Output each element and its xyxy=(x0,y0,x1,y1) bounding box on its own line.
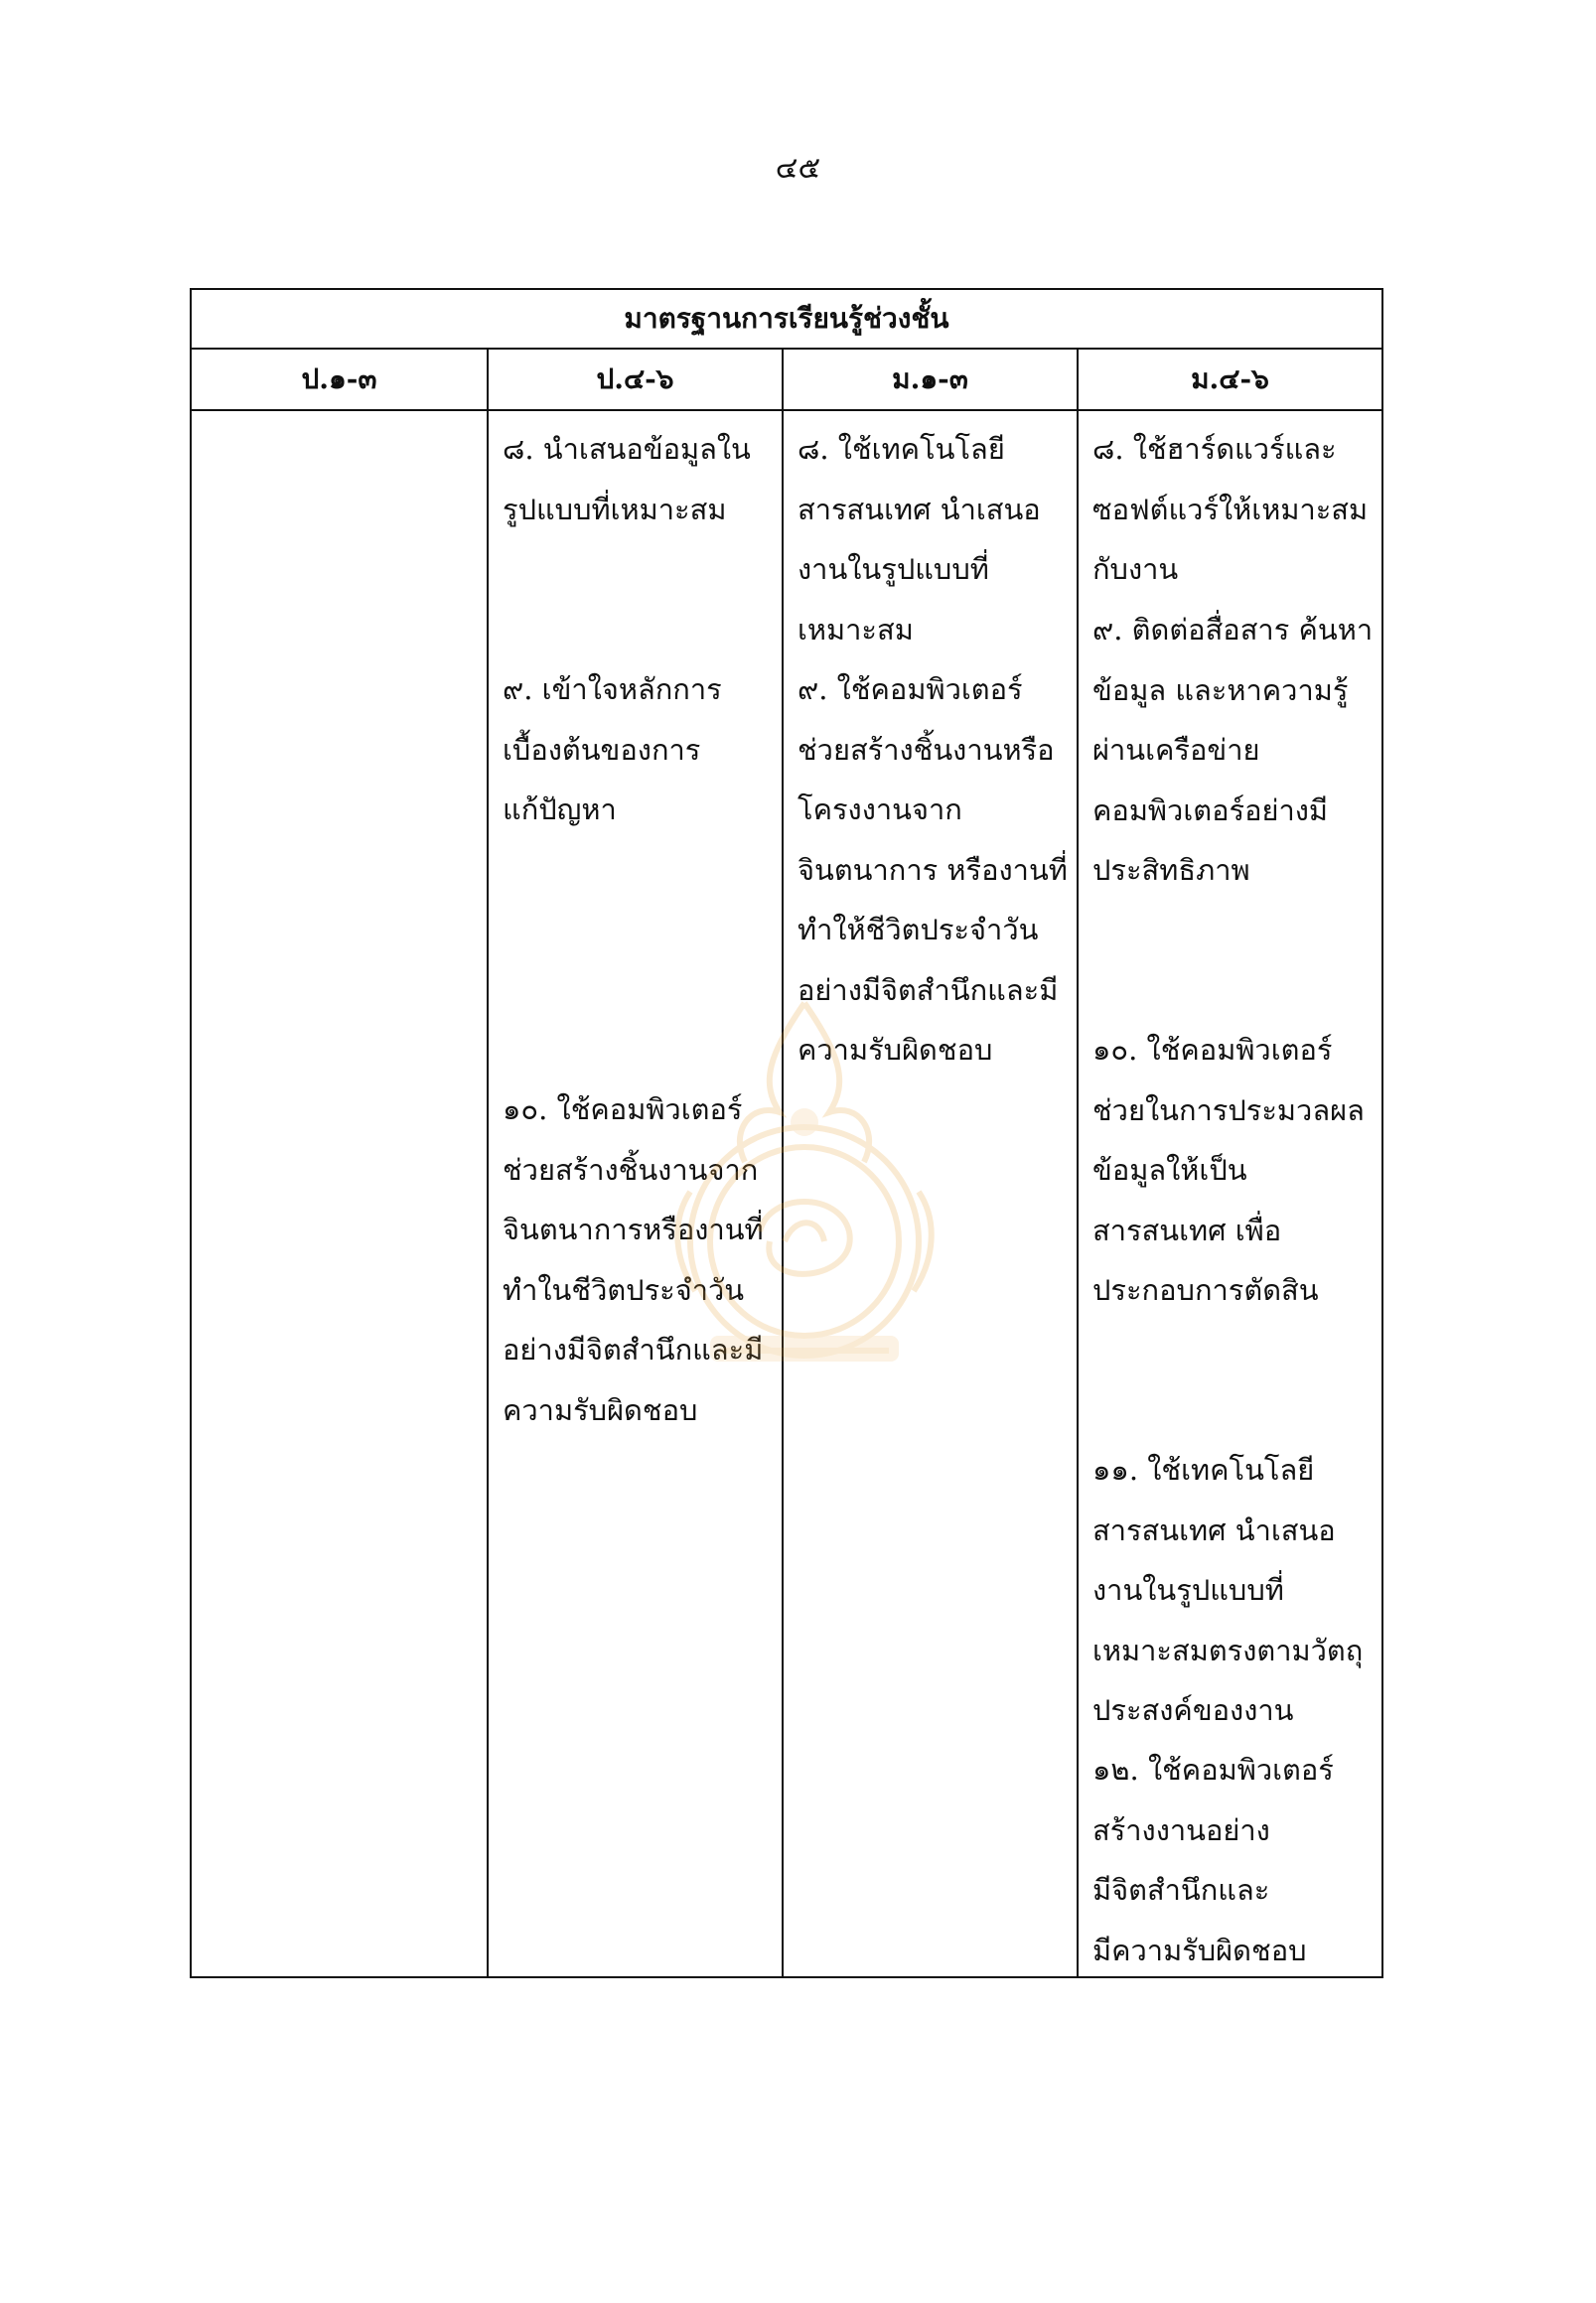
standard-line: กับงาน xyxy=(1092,552,1179,586)
standard-line: รูปแบบที่เหมาะสม xyxy=(503,492,727,526)
standard-item xyxy=(1092,1440,1376,1741)
standard-item xyxy=(1092,600,1376,901)
standard-item xyxy=(1092,419,1376,600)
standard-line: ๘. ใช้ฮาร์ดแวร์และ xyxy=(1092,432,1337,466)
standard-line: ๑๒. ใช้คอมพิวเตอร์ xyxy=(1092,1753,1334,1787)
standard-line: ผ่านเครือข่าย xyxy=(1092,733,1260,767)
column-p1-3 xyxy=(192,411,487,1976)
standard-line: ๑๐. ใช้คอมพิวเตอร์ xyxy=(503,1092,743,1126)
standard-line: เหมาะสม xyxy=(798,612,914,647)
standard-item xyxy=(1092,1740,1376,1980)
standard-line: สารสนเทศ นำเสนอ xyxy=(1092,1512,1336,1547)
standard-line: ช่วยในการประมวลผล xyxy=(1092,1092,1365,1127)
standard-line: อย่างมีจิตสำนึกและมี xyxy=(798,972,1059,1007)
standard-line: ๙. ติดต่อสื่อสาร ค้นหา xyxy=(1092,613,1374,647)
table-title: มาตรฐานการเรียนรู้ช่วงชั้น xyxy=(192,290,1381,350)
standard-line: โครงงานจาก xyxy=(798,792,962,826)
header-p1-3: ป.๑-๓ xyxy=(301,362,377,395)
standard-item xyxy=(798,419,1071,659)
standard-line: สารสนเทศ นำเสนอ xyxy=(798,492,1041,526)
standard-line: ประสิทธิภาพ xyxy=(1092,853,1250,887)
standard-line: ความรับผิดชอบ xyxy=(503,1392,698,1427)
standard-line: มีความรับผิดชอบ xyxy=(1092,1933,1307,1967)
standard-item xyxy=(503,419,776,539)
table-header-row xyxy=(192,350,1381,411)
standard-line: ช่วยสร้างชิ้นงานจาก xyxy=(503,1152,759,1187)
header-m1-3: ม.๑-๓ xyxy=(782,350,1077,409)
standard-line: สารสนเทศ เพื่อ xyxy=(1092,1213,1282,1247)
standard-line: ๙. ใช้คอมพิวเตอร์ xyxy=(798,672,1023,706)
standard-line: ๑๐. ใช้คอมพิวเตอร์ xyxy=(1092,1033,1333,1067)
standard-line: ๘. ใช้เทคโนโลยี xyxy=(798,432,1005,466)
standard-line: อย่างมีจิตสำนึกและมี xyxy=(503,1333,764,1367)
standard-line: งานในรูปแบบที่ xyxy=(1092,1573,1284,1607)
standard-line: ประสงค์ของงาน xyxy=(1092,1693,1294,1727)
standard-line: ๙. เข้าใจหลักการ xyxy=(503,672,722,706)
standard-line: เหมาะสมตรงตามวัตถุ xyxy=(1092,1633,1364,1667)
standard-line: แก้ปัญหา xyxy=(503,792,617,826)
standard-line: สร้างงานอย่าง xyxy=(1092,1812,1270,1847)
standard-item xyxy=(503,1080,776,1440)
standard-line: ข้อมูล และหาความรู้ xyxy=(1092,672,1349,707)
column-m4-6 xyxy=(1077,411,1381,1976)
column-m1-3 xyxy=(782,411,1077,1976)
standard-line: ๘. นำเสนอข้อมูลใน xyxy=(503,432,751,466)
page-number: ๔๕ xyxy=(775,151,821,186)
header-p4-6: ป.๔-๖ xyxy=(487,350,782,409)
standard-line: เบื้องต้นของการ xyxy=(503,732,701,767)
standard-line: งานในรูปแบบที่ xyxy=(798,552,989,586)
standard-item xyxy=(503,659,776,840)
standard-line: จินตนาการหรืองานที่ xyxy=(503,1213,764,1246)
standard-line: จินตนาการ หรืองานที่ xyxy=(798,852,1068,887)
standard-line: ทำในชีวิตประจำวัน xyxy=(503,1272,745,1307)
standard-line: ความรับผิดชอบ xyxy=(798,1033,993,1067)
standard-item xyxy=(798,659,1071,1080)
standard-line: ข้อมูลให้เป็น xyxy=(1092,1153,1247,1187)
table-body-row xyxy=(192,411,1381,1976)
standard-line: ช่วยสร้างชิ้นงานหรือ xyxy=(798,732,1055,767)
standard-item xyxy=(1092,1020,1376,1321)
standard-line: คอมพิวเตอร์อย่างมี xyxy=(1092,792,1329,827)
standard-line: มีจิตสำนึกและ xyxy=(1092,1873,1270,1907)
standard-line: ประกอบการตัดสิน xyxy=(1092,1273,1319,1307)
column-p4-6 xyxy=(487,411,782,1976)
standard-line: ๑๑. ใช้เทคโนโลยี xyxy=(1092,1453,1315,1487)
standard-line: ทำให้ชีวิตประจำวัน xyxy=(798,913,1039,946)
learning-standards-table xyxy=(190,288,1383,1978)
header-m4-6: ม.๔-๖ xyxy=(1077,350,1381,409)
standard-line: ซอฟต์แวร์ให้เหมาะสม xyxy=(1092,492,1369,526)
